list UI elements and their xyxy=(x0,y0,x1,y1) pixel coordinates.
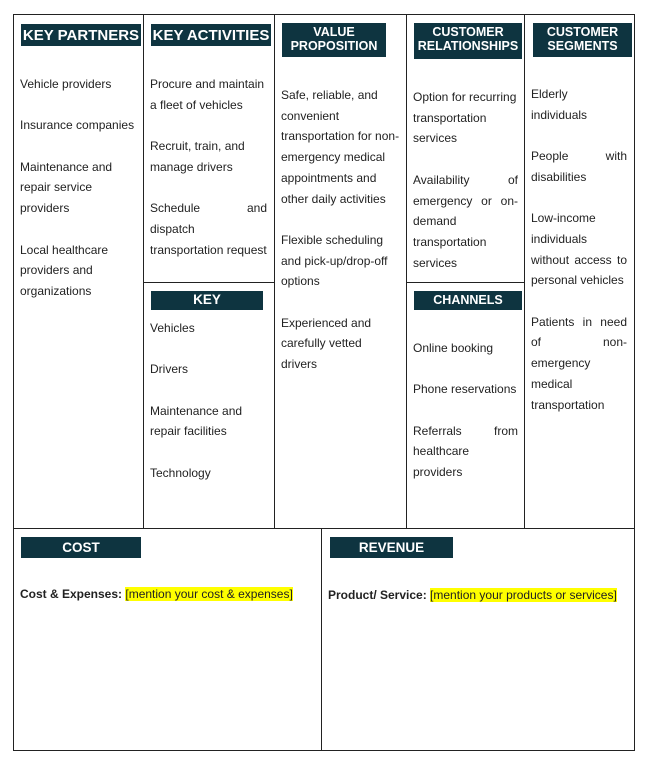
product-service-placeholder[interactable]: [mention your products or services] xyxy=(430,588,617,602)
list-item: Online booking xyxy=(413,341,494,355)
customer-relationships-header xyxy=(414,23,522,59)
list-item: Drivers xyxy=(150,362,188,377)
list-item: Referrals from healthcare providers xyxy=(413,423,518,480)
cost-structure-header: COST STRUCTURE xyxy=(21,537,141,558)
key-activities-list xyxy=(150,74,267,281)
list-item: Procure and maintain a fleet of vehicles xyxy=(150,77,265,112)
list-item: Safe, reliable, and convenient transportation for non-emergency medical appointments and other daily activities xyxy=(281,88,400,206)
list-item: Maintenance and repair service providers xyxy=(20,159,113,216)
right-border xyxy=(634,14,635,751)
value-proposition-title-line1: VALUE xyxy=(313,25,355,39)
list-item: Recruit, train, and manage drivers xyxy=(150,139,245,174)
customer-relationships-list xyxy=(413,87,518,294)
bottom-border xyxy=(13,750,635,751)
customer-segments-list xyxy=(531,84,627,436)
product-service-label: Product/ Service: xyxy=(328,588,427,602)
channels-header: CHANNELS xyxy=(414,291,522,310)
key-resources-header: KEY RESOURCES xyxy=(151,291,263,310)
list-item: Availability of emergency or on-demand transportation services xyxy=(413,172,518,270)
customer-segments-title-line2: SEGMENTS xyxy=(547,39,618,54)
customer-relationships-title-line1: CUSTOMER xyxy=(432,25,504,39)
list-item: Option for recurring transportation services xyxy=(413,90,517,146)
cost-expenses-placeholder[interactable]: [mention your cost & expenses] xyxy=(125,587,293,601)
list-item: Patients in need of non-emergency medical transportation xyxy=(531,314,627,412)
col-divider-1 xyxy=(143,14,144,528)
list-item: People with disabilities xyxy=(531,149,627,184)
channels-list xyxy=(413,338,518,504)
value-proposition-list xyxy=(281,85,401,396)
list-item: Vehicle providers xyxy=(20,77,112,91)
list-item: Maintenance and repair facilities xyxy=(150,403,243,439)
list-item: Flexible scheduling and pick-up/drop-off options xyxy=(281,232,388,289)
col-divider-2 xyxy=(274,14,275,528)
customer-segments-header xyxy=(533,23,632,57)
list-item: Vehicles xyxy=(150,321,195,335)
list-item: Technology xyxy=(150,465,211,480)
col-divider-4 xyxy=(524,14,525,528)
key-partners-list xyxy=(20,74,136,322)
product-service-line xyxy=(328,588,617,602)
key-partners-header: KEY PARTNERS xyxy=(21,24,141,46)
list-item: Experienced and carefully vetted drivers xyxy=(281,315,372,372)
list-item: Schedule and dispatch transportation request xyxy=(150,201,267,257)
cost-expenses-label: Cost & Expenses: xyxy=(20,587,123,601)
list-item: Phone reservations xyxy=(413,382,517,397)
list-item: Insurance companies xyxy=(20,118,135,133)
list-item: Low-income individuals without access to personal vehicles xyxy=(531,211,627,288)
activities-resources-divider xyxy=(143,282,275,283)
list-item: Local healthcare providers and organizations xyxy=(20,242,109,298)
customer-segments-title-line1: CUSTOMER xyxy=(546,25,619,39)
key-activities-header: KEY ACTIVITIES xyxy=(151,24,271,46)
list-item: Elderly individuals xyxy=(531,87,588,122)
customer-relationships-title-line2: RELATIONSHIPS xyxy=(417,39,519,54)
value-proposition-header xyxy=(282,23,386,57)
bottom-col-divider xyxy=(321,528,322,750)
col-divider-3 xyxy=(406,14,407,528)
middle-divider xyxy=(13,528,635,529)
cost-expenses-line xyxy=(20,587,293,601)
revenue-header: REVENUE xyxy=(330,537,453,558)
key-resources-list xyxy=(150,318,267,504)
value-proposition-title-line2: PROPOSITION xyxy=(290,39,378,54)
left-border xyxy=(13,14,14,751)
top-border xyxy=(13,14,635,15)
